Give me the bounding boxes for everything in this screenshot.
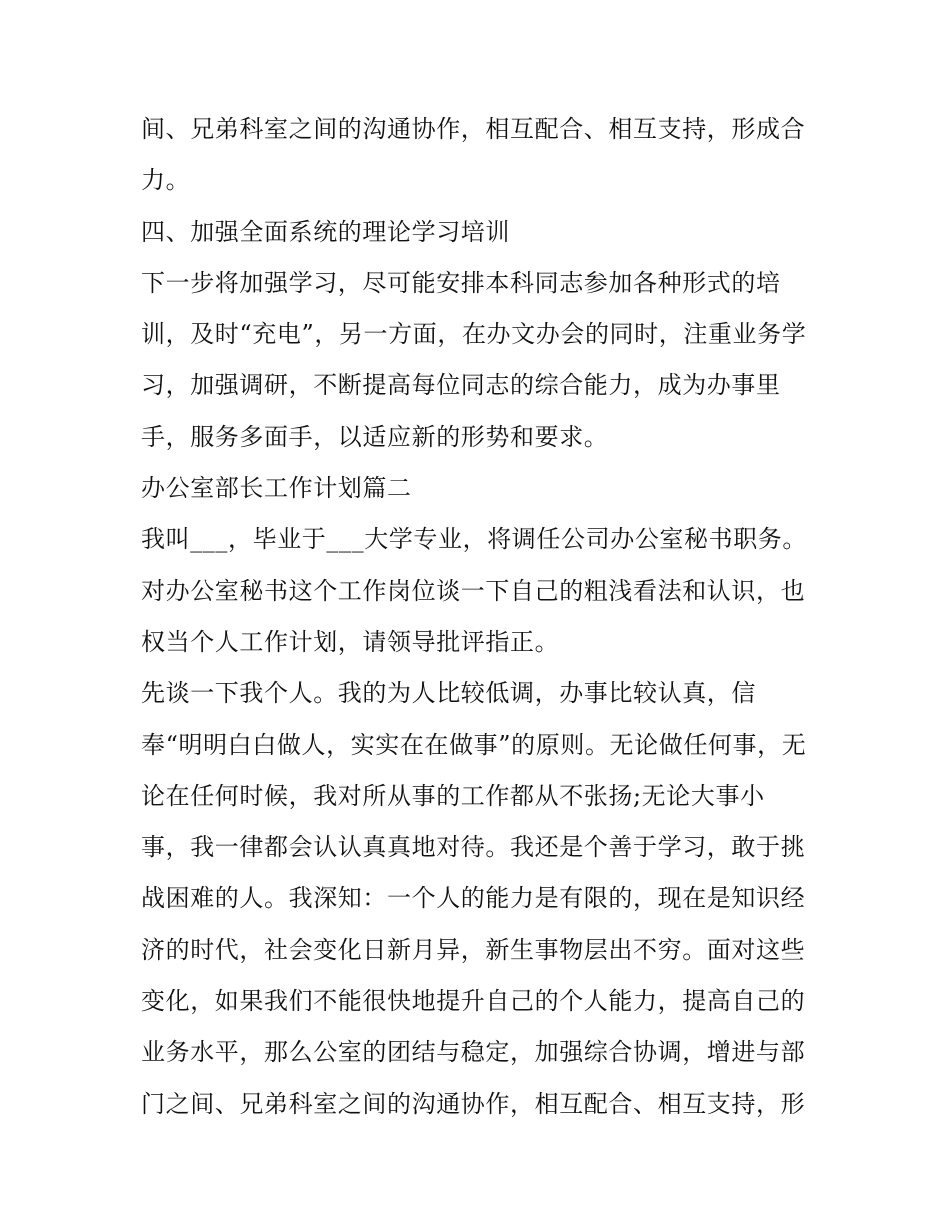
text-line: 业务水平，那么公室的团结与稳定，加强综合协调，增进与部: [141, 1038, 806, 1067]
document-body: [141, 104, 821, 1130]
text-line: 训，及时“充电”，另一方面，在办文办会的同时，注重业务学: [141, 320, 807, 349]
text-line: 济的时代，社会变化日新月异，新生事物层出不穷。面对这些: [141, 935, 806, 964]
text-line: 门之间、兄弟科室之间的沟通协作，相互配合、相互支持，形: [141, 1089, 806, 1118]
text-line: 论在任何时候，我对所从事的工作都从不张扬;无论大事小: [141, 781, 765, 810]
text-line: 间、兄弟科室之间的沟通协作，相互配合、相互支持，形成合: [141, 115, 806, 143]
text-line: 手，服务多面手，以适应新的形势和要求。: [141, 422, 609, 451]
text-line: 对办公室秘书这个工作岗位谈一下自己的粗浅看法和认识，也: [141, 576, 806, 605]
text-line: 权当个人工作计划，请领导批评指正。: [141, 627, 560, 656]
text-line: 先谈一下我个人。我的为人比较低调，办事比较认真，信: [141, 679, 756, 708]
text-line: 事，我一律都会认认真真地对待。我还是个善于学习，敢于挑: [141, 833, 806, 862]
text-line: 力。: [141, 166, 191, 195]
text-line: 战困难的人。我深知：一个人的能力是有限的，现在是知识经: [141, 884, 806, 913]
text-line: 奉“明明白白做人，实实在在做事”的原则。无论做任何事，无: [141, 730, 807, 759]
text-line: 变化，如果我们不能很快地提升自己的个人能力，提高自己的: [141, 987, 806, 1016]
text-line: 习，加强调研，不断提高每位同志的综合能力，成为办事里: [141, 371, 781, 400]
article-title: 办公室部长工作计划篇二: [141, 474, 412, 503]
text-line: 下一步将加强学习，尽可能安排本科同志参加各种形式的培: [141, 268, 781, 297]
section-heading: 四、加强全面系统的理论学习培训: [141, 217, 510, 246]
text-line: 我叫___，毕业于___大学专业，将调任公司办公室秘书职务。: [141, 525, 807, 554]
